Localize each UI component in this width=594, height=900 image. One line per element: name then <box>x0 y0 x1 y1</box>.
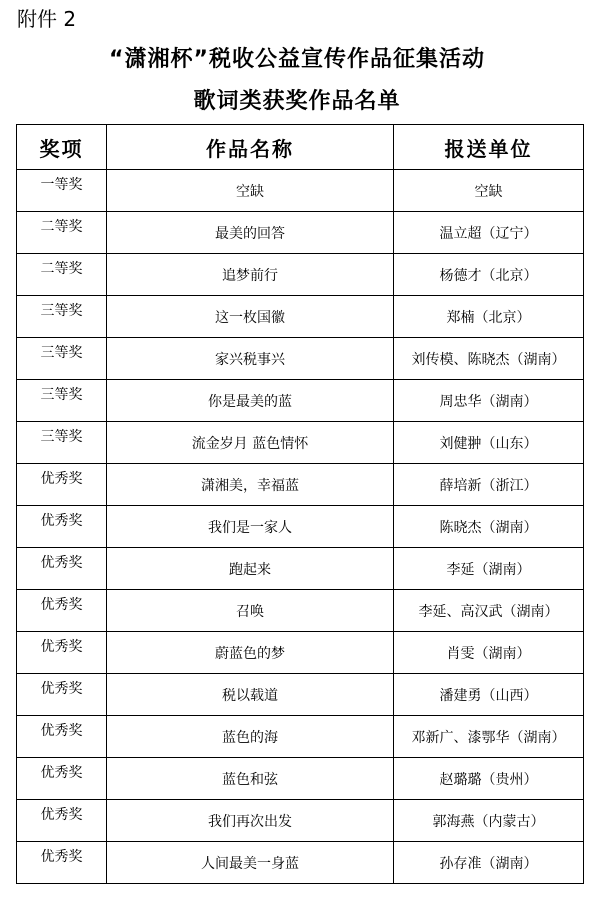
table-row <box>17 506 584 548</box>
table-header-row <box>17 125 584 170</box>
award-cell: 优秀奖 <box>17 548 107 590</box>
work-title-cell: 流金岁月 蓝色情怀 <box>107 422 394 464</box>
table-row <box>17 170 584 212</box>
table-row <box>17 296 584 338</box>
work-title-cell: 蓝色的海 <box>107 716 394 758</box>
table-row <box>17 674 584 716</box>
award-cell: 三等奖 <box>17 380 107 422</box>
work-title-cell: 家兴税事兴 <box>107 338 394 380</box>
header-submitter: 报送单位 <box>394 125 584 170</box>
work-title-cell: 我们是一家人 <box>107 506 394 548</box>
submitter-cell: 肖雯（湖南） <box>394 632 584 674</box>
header-award: 奖项 <box>17 125 107 170</box>
award-cell: 三等奖 <box>17 338 107 380</box>
work-title-cell: 这一枚国徽 <box>107 296 394 338</box>
submitter-cell: 郭海燕（内蒙古） <box>394 800 584 842</box>
table-row <box>17 800 584 842</box>
table-row <box>17 380 584 422</box>
work-title-cell: 空缺 <box>107 170 394 212</box>
award-cell: 一等奖 <box>17 170 107 212</box>
work-title-cell: 税以载道 <box>107 674 394 716</box>
submitter-cell: 周忠华（湖南） <box>394 380 584 422</box>
document-subtitle: 歌词类获奖作品名单 <box>193 89 401 114</box>
table-row <box>17 212 584 254</box>
award-cell: 优秀奖 <box>17 800 107 842</box>
table-row <box>17 632 584 674</box>
submitter-cell: 赵璐璐（贵州） <box>394 758 584 800</box>
submitter-cell: 潘建勇（山西） <box>394 674 584 716</box>
award-cell: 优秀奖 <box>17 590 107 632</box>
award-table <box>16 124 584 884</box>
award-cell: 二等奖 <box>17 254 107 296</box>
award-cell: 二等奖 <box>17 212 107 254</box>
submitter-cell: 孙存准（湖南） <box>394 842 584 884</box>
award-cell: 优秀奖 <box>17 506 107 548</box>
award-cell: 优秀奖 <box>17 464 107 506</box>
table-row <box>17 464 584 506</box>
award-cell: 优秀奖 <box>17 758 107 800</box>
work-title-cell: 最美的回答 <box>107 212 394 254</box>
submitter-cell: 刘健翀（山东） <box>394 422 584 464</box>
submitter-cell: 薛培新（浙江） <box>394 464 584 506</box>
submitter-cell: 陈晓杰（湖南） <box>394 506 584 548</box>
submitter-cell: 邓新广、漆鄂华（湖南） <box>394 716 584 758</box>
attachment-label: 附件 2 <box>17 7 77 31</box>
work-title-cell: 蔚蓝色的梦 <box>107 632 394 674</box>
award-cell: 三等奖 <box>17 296 107 338</box>
award-table-body <box>17 170 584 884</box>
document-title: “潇湘杯”税收公益宣传作品征集活动 <box>109 47 485 72</box>
award-cell: 优秀奖 <box>17 842 107 884</box>
work-title-cell: 跑起来 <box>107 548 394 590</box>
work-title-cell: 我们再次出发 <box>107 800 394 842</box>
submitter-cell: 杨德才（北京） <box>394 254 584 296</box>
table-row <box>17 548 584 590</box>
table-row <box>17 590 584 632</box>
submitter-cell: 温立超（辽宁） <box>394 212 584 254</box>
table-row <box>17 254 584 296</box>
work-title-cell: 人间最美一身蓝 <box>107 842 394 884</box>
work-title-cell: 追梦前行 <box>107 254 394 296</box>
header-work-title: 作品名称 <box>107 125 394 170</box>
submitter-cell: 郑楠（北京） <box>394 296 584 338</box>
table-row <box>17 422 584 464</box>
submitter-cell: 李延（湖南） <box>394 548 584 590</box>
table-row <box>17 338 584 380</box>
table-row <box>17 716 584 758</box>
work-title-cell: 潇湘美，幸福蓝 <box>107 464 394 506</box>
table-row <box>17 842 584 884</box>
work-title-cell: 你是最美的蓝 <box>107 380 394 422</box>
work-title-cell: 召唤 <box>107 590 394 632</box>
award-cell: 优秀奖 <box>17 632 107 674</box>
work-title-cell: 蓝色和弦 <box>107 758 394 800</box>
award-cell: 优秀奖 <box>17 716 107 758</box>
award-cell: 三等奖 <box>17 422 107 464</box>
award-cell: 优秀奖 <box>17 674 107 716</box>
submitter-cell: 刘传模、陈晓杰（湖南） <box>394 338 584 380</box>
submitter-cell: 李延、高汉武（湖南） <box>394 590 584 632</box>
table-row <box>17 758 584 800</box>
submitter-cell: 空缺 <box>394 170 584 212</box>
